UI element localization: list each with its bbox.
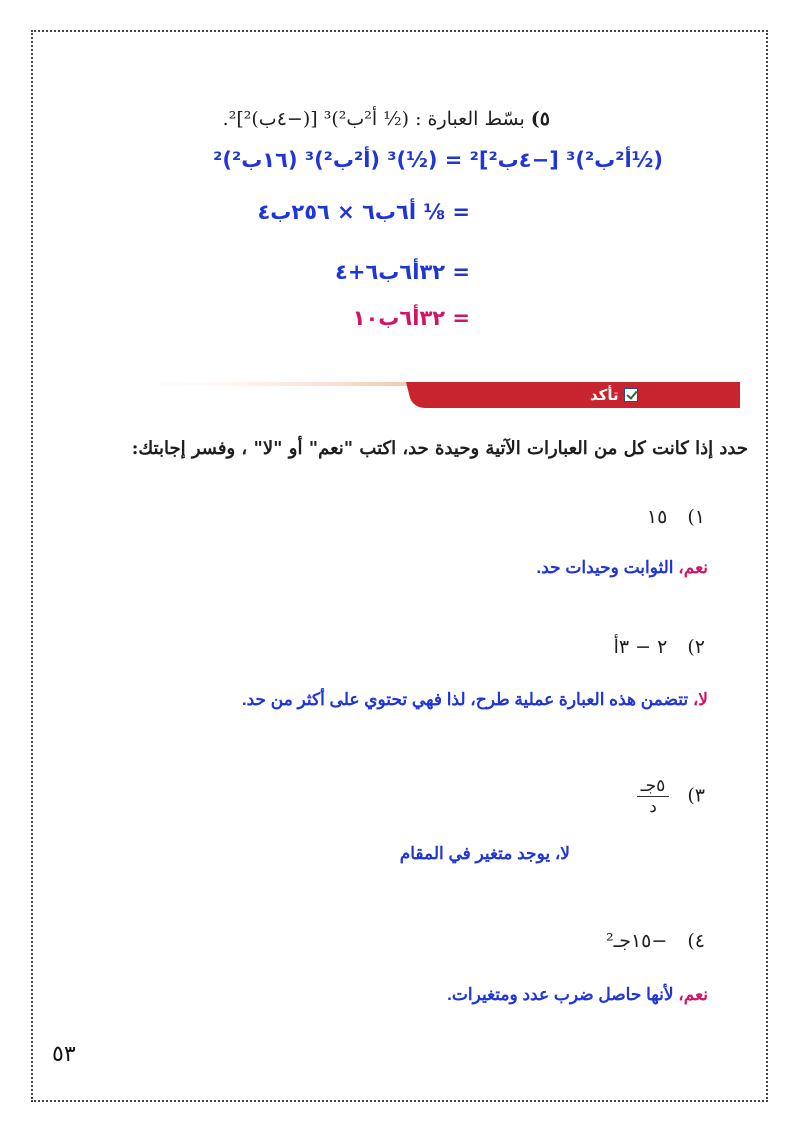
item-2-answer-text: تتضمن هذه العبارة عملية طرح، لذا فهي تحتوي على أكثر من حد. xyxy=(241,690,693,709)
problem-5-expression: (½ أ²ب²)³ [(−٤ب)²]². xyxy=(222,108,410,130)
item-1-answer xyxy=(536,558,708,578)
solution-line-2: = ⅛ أ٦ب٦ × ٢٥٦ب٤ xyxy=(257,200,470,224)
solution-line-3: = ٣٢أ٦ب٦+٤ xyxy=(335,260,470,284)
check-section-title: تأكد xyxy=(590,386,619,404)
solution-line-4: = ٣٢أ٦ب١٠ xyxy=(352,306,470,330)
item-4-expression: −١٥جـ² xyxy=(606,930,668,952)
item-3 xyxy=(637,776,705,817)
item-3-number: ٣) xyxy=(687,784,705,807)
page-number: ٥٣ xyxy=(52,1042,76,1067)
item-1-expression: ١٥ xyxy=(646,506,668,528)
item-2-answer-key: لا، xyxy=(692,690,708,709)
item-2-answer xyxy=(242,690,708,710)
item-1 xyxy=(647,506,705,528)
item-3-fraction xyxy=(637,776,670,817)
item-3-numerator: ٥جـ xyxy=(637,776,670,797)
item-3-denominator: د xyxy=(649,797,657,817)
item-3-answer-key: لا، xyxy=(554,844,570,863)
checkbox-icon xyxy=(624,388,638,402)
item-4-answer xyxy=(447,985,708,1005)
item-1-answer-key: نعم، xyxy=(678,558,708,577)
check-instruction: حدد إذا كانت كل من العبارات الآتية وحيدة حد، اكتب "نعم" أو "لا" ، وفسر إجابتك: xyxy=(131,438,748,459)
item-2 xyxy=(614,636,705,658)
item-4-answer-key: نعم، xyxy=(678,985,708,1004)
item-4-number: ٤) xyxy=(687,930,705,952)
item-3-answer xyxy=(400,844,570,864)
solution-line-1: (½أ²ب²)³ [−٤ب²]² = (½)³ (أ²ب²)³ (١٦ب²)² xyxy=(213,148,663,172)
problem-5-heading xyxy=(223,108,550,130)
item-3-answer-text: يوجد متغير في المقام xyxy=(399,844,555,863)
problem-5-number: ٥) xyxy=(530,108,550,130)
problem-5-prompt: بسّط العبارة : xyxy=(415,108,525,130)
item-2-number: ٢) xyxy=(687,636,705,658)
item-2-expression: ٢ − ٣أ xyxy=(613,636,668,658)
item-4-answer-text: لأنها حاصل ضرب عدد ومتغيرات. xyxy=(447,985,679,1004)
item-4 xyxy=(606,930,705,952)
item-1-answer-text: الثوابت وحيدات حد. xyxy=(536,558,679,577)
item-1-number: ١) xyxy=(687,506,705,528)
